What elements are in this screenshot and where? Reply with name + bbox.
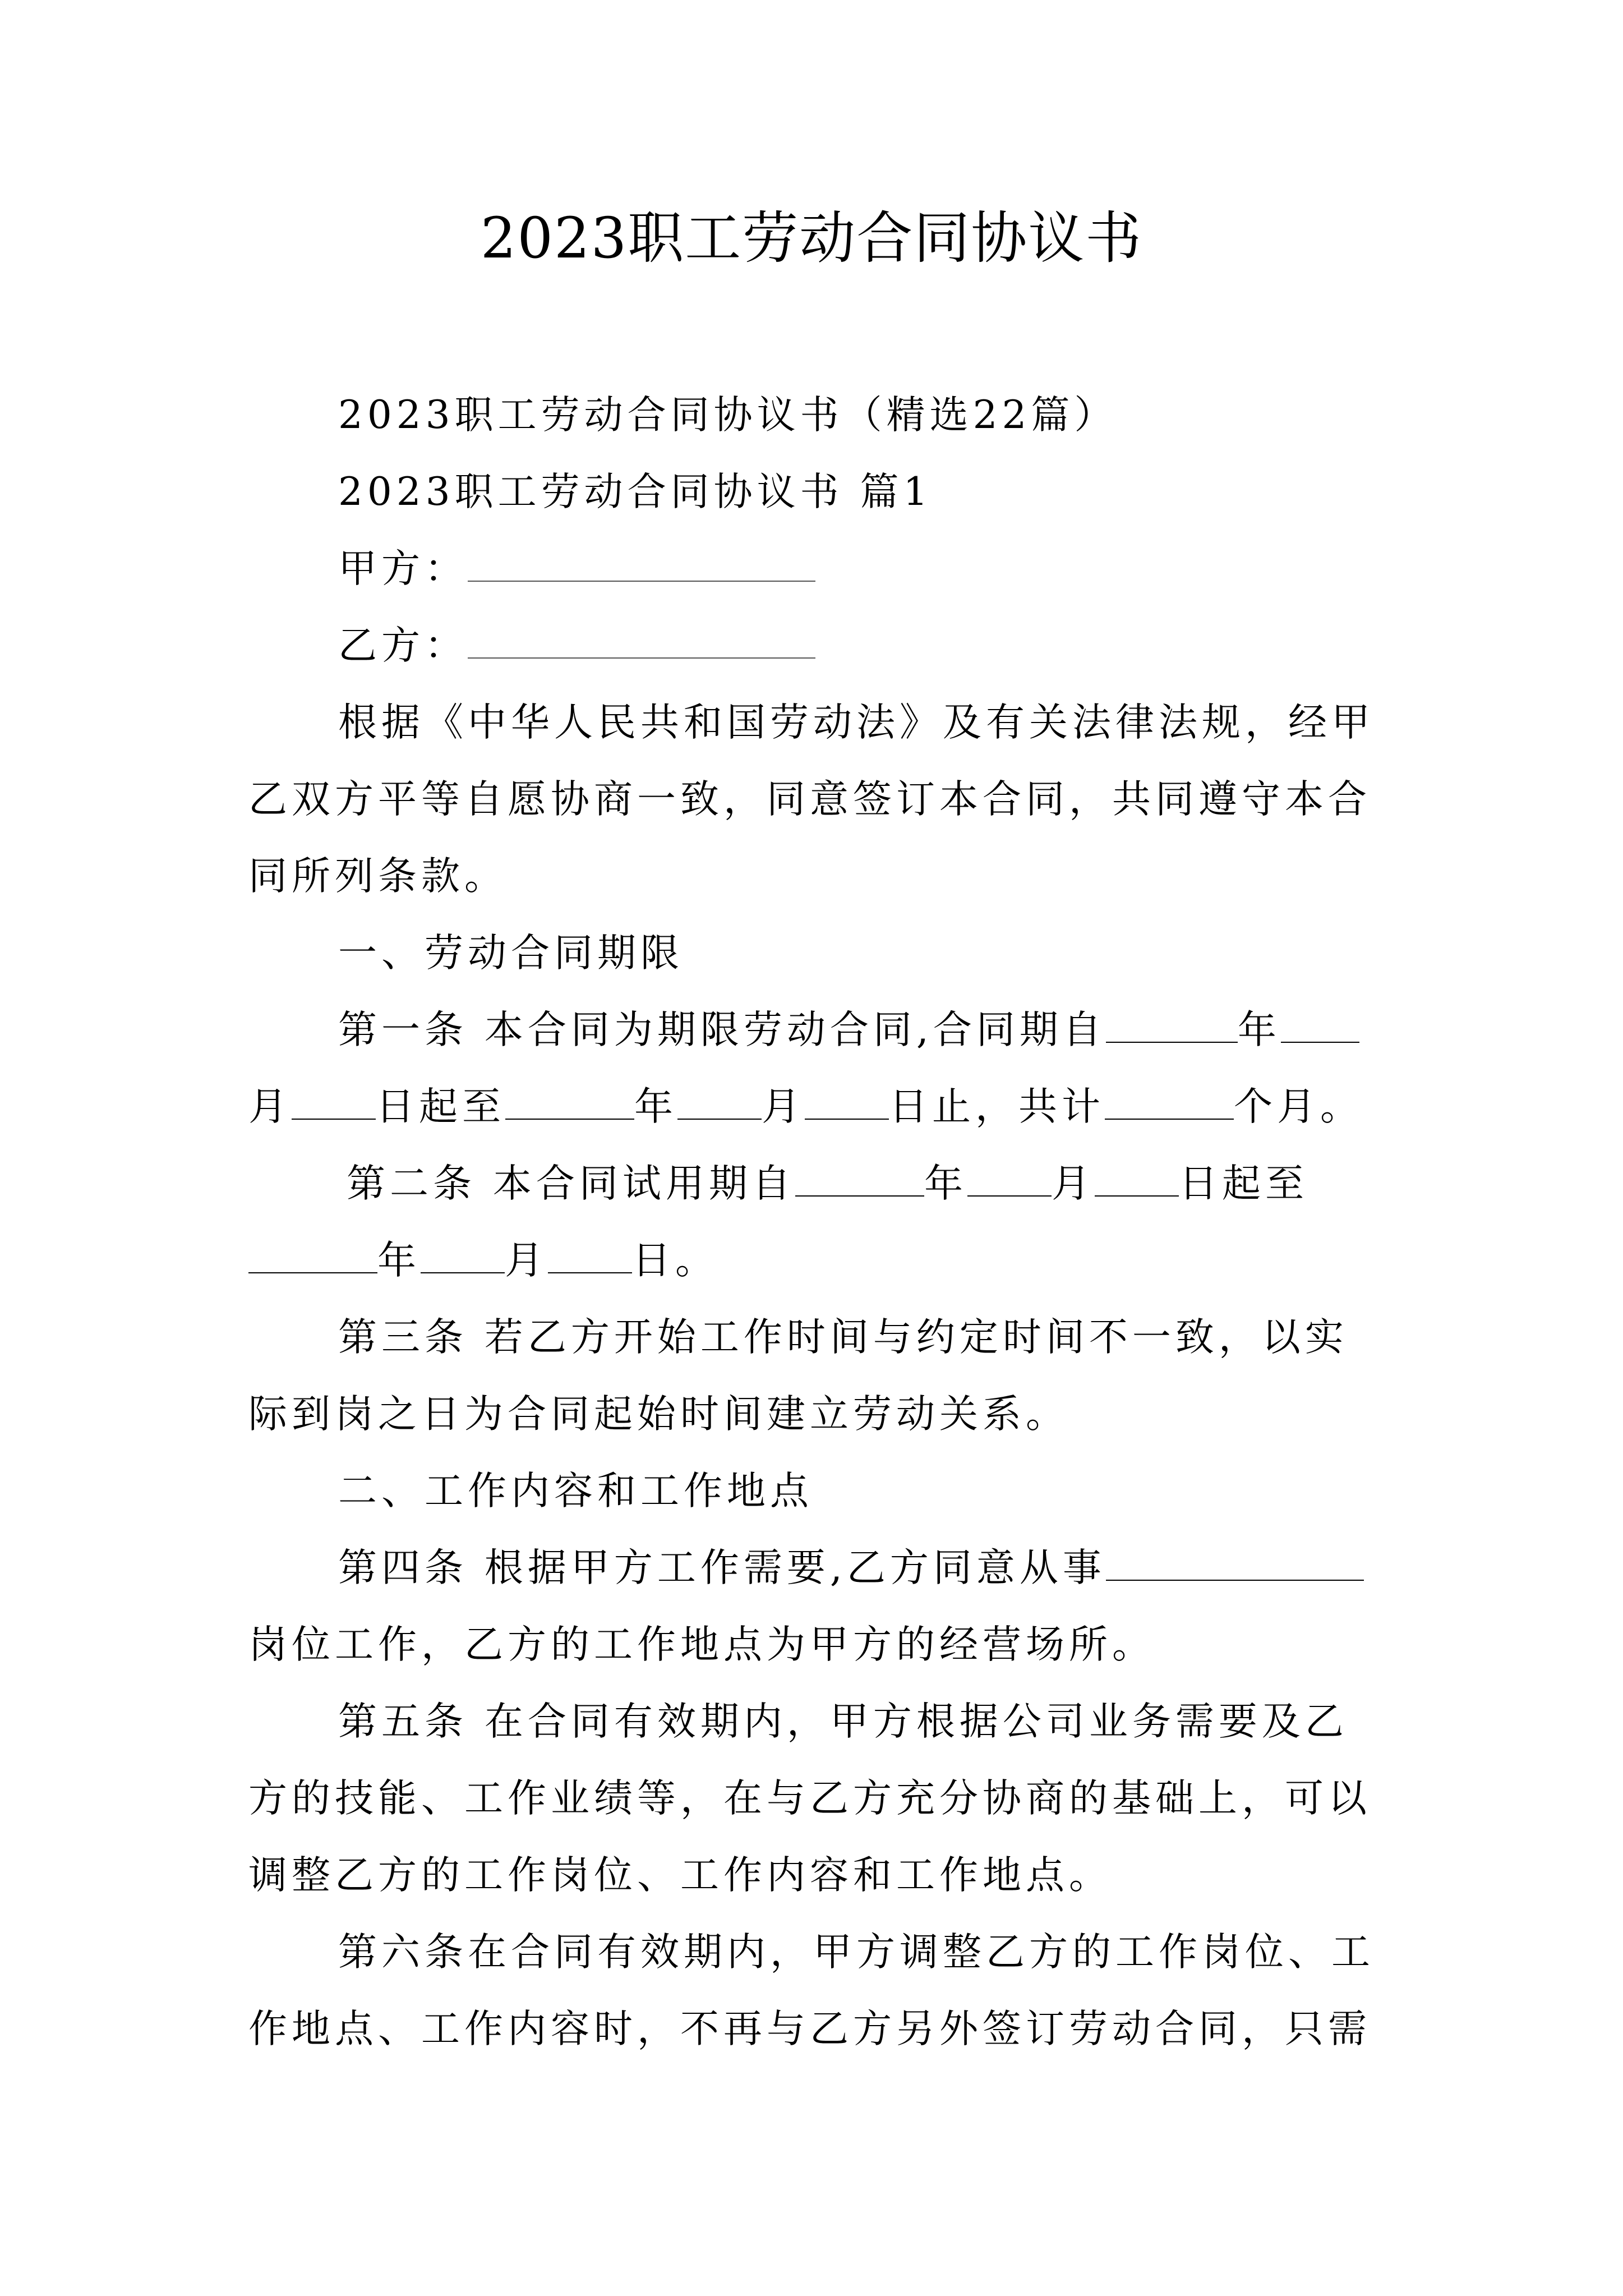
day-blank [805,1084,889,1120]
article-5-line-2: 方的技能、工作业绩等，在与乙方充分协商的基础上，可以 [248,1776,1371,1821]
article-4-line-2: 岗位工作，乙方的工作地点为甲方的经营场所。 [248,1622,1155,1667]
month-blank [1281,1007,1359,1043]
article-text: 年 [377,1238,421,1283]
article-5-line-3: 调整乙方的工作岗位、工作内容和工作地点。 [248,1853,1112,1898]
party-a-label: 甲方： [338,546,468,591]
article-text: 日。 [632,1238,718,1283]
document-title: 2023职工劳动合同协议书 [480,205,1143,271]
article-text: 年 [634,1084,677,1129]
article-text: 月 [505,1238,548,1283]
article-1-line-2 [248,1079,1393,1135]
section-heading: 一、劳动合同期限 [338,931,684,976]
party-b-label: 乙方： [338,623,468,668]
article-text: 第一条 本合同为期限劳动合同,合同期自 [338,1007,1106,1052]
party-a-line [338,541,1393,597]
month-blank [421,1237,505,1273]
article-2-line-2 [248,1232,1393,1289]
section-heading: 二、工作内容和工作地点 [338,1469,813,1513]
article-5-line: 第五条 在合同有效期内，甲方根据公司业务需要及乙 [338,1699,1348,1744]
paragraph-line: 乙双方平等自愿协商一致，同意签订本合同，共同遵守本合 [248,777,1371,822]
subtitle-line: 2023职工劳动合同协议书（精选22篇） [338,393,1118,438]
article-text: 日起至 [376,1084,505,1129]
day-blank [292,1084,376,1120]
paragraph-line: 同所列条款。 [248,854,508,899]
section-heading-pian1: 2023职工劳动合同协议书 篇1 [338,470,933,514]
party-b-blank [468,623,815,659]
year-blank [795,1161,924,1197]
party-a-blank [468,546,815,582]
article-3-line-2: 际到岗之日为合同起始时间建立劳动关系。 [248,1392,1069,1437]
article-text: 日止，共计 [889,1084,1105,1129]
year-blank [505,1084,634,1120]
article-6-line: 第六条在合同有效期内，甲方调整乙方的工作岗位、工 [338,1930,1375,1975]
article-3-line: 第三条 若乙方开始工作时间与约定时间不一致，以实 [338,1315,1348,1360]
paragraph-line: 根据《中华人民共和国劳动法》及有关法律法规，经甲 [338,700,1375,745]
day-blank [548,1237,632,1273]
article-text: 月 [1051,1161,1095,1206]
article-text: 月 [762,1084,805,1129]
month-blank [967,1161,1052,1197]
article-text: 年 [1237,1007,1281,1052]
article-6-line-2: 作地点、工作内容时，不再与乙方另外签订劳动合同，只需 [248,2007,1371,2051]
article-text: 月 [248,1084,292,1129]
day-blank [1095,1161,1179,1197]
article-text: 年 [924,1161,967,1206]
year-blank [1106,1007,1238,1043]
article-1-line [338,1002,1393,1058]
article-text: 日起至 [1178,1161,1308,1206]
article-2-line [347,1156,1393,1212]
year-blank [248,1237,377,1273]
month-blank [677,1084,762,1120]
position-blank [1106,1545,1364,1581]
article-text: 个月。 [1234,1084,1363,1129]
article-text: 第二条 本合同试用期自 [347,1161,795,1206]
article-4-line [338,1540,1393,1596]
party-b-line [338,618,1393,674]
article-text: 第四条 根据甲方工作需要,乙方同意从事 [338,1545,1106,1590]
months-blank [1105,1084,1234,1120]
